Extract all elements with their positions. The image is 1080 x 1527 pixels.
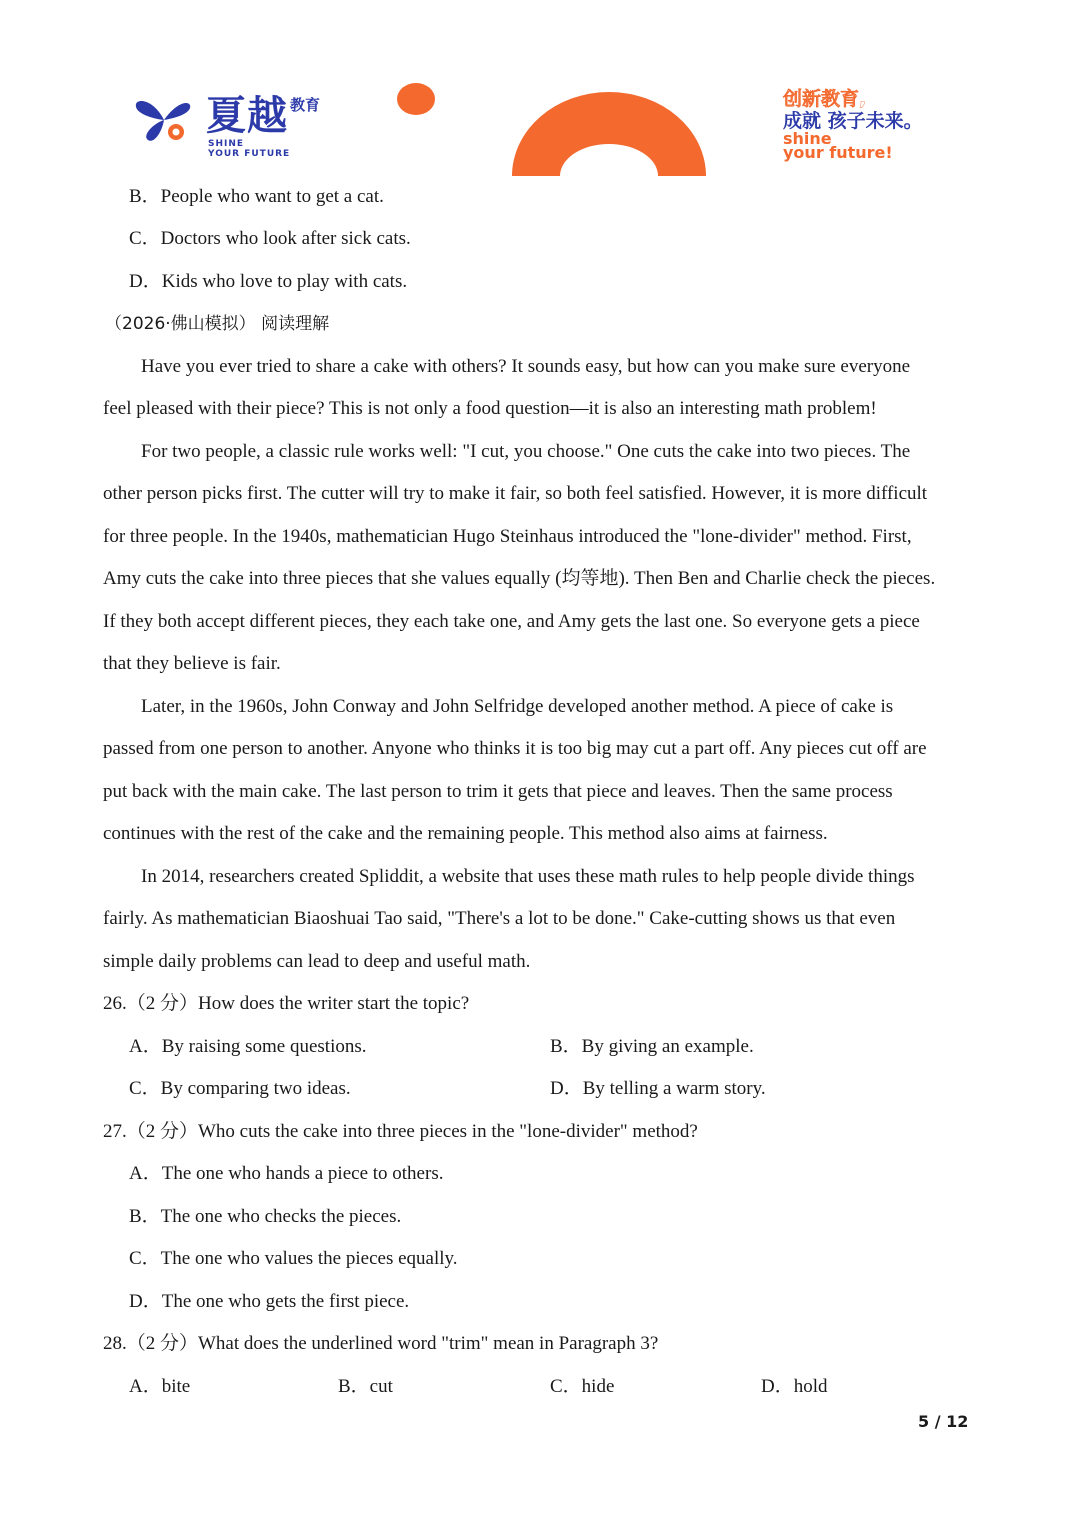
passage-line: Later, in the 1960s, John Conway and John Selfridge developed another method. A piece of cake is	[141, 696, 894, 717]
q26-option-a: A．By raising some questions.	[129, 1036, 367, 1057]
slogan-line3: shine	[783, 129, 832, 148]
q28-option-d: D．hold	[761, 1376, 828, 1397]
question-28-stem: 28.（2 分）What does the underlined word "trim" mean in Paragraph 3?	[103, 1333, 659, 1354]
passage-line: other person picks first. The cutter will try to make it fair, so both feel satisfied. However, it is more difficult	[103, 483, 928, 504]
q28-option-a: A．bite	[129, 1376, 191, 1397]
passage-line: Have you ever tried to share a cake with others? It sounds easy, but how can you make sure everyone	[141, 356, 911, 377]
q27-option-c: C．The one who values the pieces equally.	[129, 1248, 458, 1269]
decorative-arc	[510, 92, 708, 176]
passage-line: Amy cuts the cake into three pieces that she values equally (均等地). Then Ben and Charlie check the pieces.	[103, 568, 936, 589]
butterfly-logo-icon	[134, 96, 196, 144]
q28-option-c: C．hide	[550, 1376, 615, 1397]
passage-line: For two people, a classic rule works well: "I cut, you choose." One cuts the cake into two pieces. The	[141, 441, 911, 462]
passage-line: continues with the rest of the cake and the remaining people. This method also aims at fairness.	[103, 823, 828, 844]
passage-line: that they believe is fair.	[103, 653, 281, 674]
q26-option-c: C．By comparing two ideas.	[129, 1078, 351, 1099]
passage-line: feel pleased with their piece? This is not only a food question—it is also an interesting math problem!	[103, 398, 877, 419]
slogan-line1: 创新教育,	[783, 88, 867, 110]
slogan-line4: your future!	[783, 143, 893, 162]
passage-line: passed from one person to another. Anyone who thinks it is too big may cut a part off. Any pieces cut off are	[103, 738, 927, 759]
prev-option-b: B．People who want to get a cat.	[129, 186, 384, 207]
passage-line: If they both accept different pieces, they each take one, and Amy gets the last one. So everyone gets a piece	[103, 611, 920, 632]
prev-option-d: D．Kids who love to play with cats.	[129, 271, 408, 292]
brand-en-line2: YOUR FUTURE	[208, 148, 291, 159]
passage-line: fairly. As mathematician Biaoshuai Tao said, "There's a lot to be done." Cake-cutting shows us that even	[103, 908, 896, 929]
q26-option-b: B．By giving an example.	[550, 1036, 754, 1057]
brand-subtitle: 教育	[290, 96, 321, 114]
brand-logo	[134, 92, 354, 162]
q27-option-d: D．The one who gets the first piece.	[129, 1291, 410, 1312]
brand-name-en	[208, 140, 308, 159]
page-header	[0, 0, 1080, 180]
page-number: 5 / 12	[918, 1412, 969, 1431]
source-label: （2026·佛山模拟） 阅读理解	[105, 314, 330, 334]
slogan-line2: 成就 孩子未来。	[783, 110, 923, 132]
q28-option-b: B．cut	[338, 1376, 393, 1397]
passage-line: for three people. In the 1940s, mathematician Hugo Steinhaus introduced the "lone-divider" method. First,	[103, 526, 912, 547]
passage-line: put back with the main cake. The last person to trim it gets that piece and leaves. Then the same process	[103, 781, 893, 802]
decorative-dot	[397, 83, 435, 115]
slogan	[783, 88, 983, 160]
brand-en-line1: SHINE	[208, 139, 245, 149]
question-27-stem: 27.（2 分）Who cuts the cake into three pieces in the "lone-divider" method?	[103, 1121, 698, 1142]
q26-option-d: D．By telling a warm story.	[550, 1078, 766, 1099]
passage-line: simple daily problems can lead to deep and useful math.	[103, 951, 531, 972]
q27-option-a: A．The one who hands a piece to others.	[129, 1163, 444, 1184]
q27-option-b: B．The one who checks the pieces.	[129, 1206, 402, 1227]
prev-option-c: C．Doctors who look after sick cats.	[129, 228, 411, 249]
brand-name-cn: 夏越	[206, 93, 288, 139]
question-26-stem: 26.（2 分）How does the writer start the topic?	[103, 993, 470, 1014]
passage-line: In 2014, researchers created Spliddit, a website that uses these math rules to help people divide things	[141, 866, 915, 887]
